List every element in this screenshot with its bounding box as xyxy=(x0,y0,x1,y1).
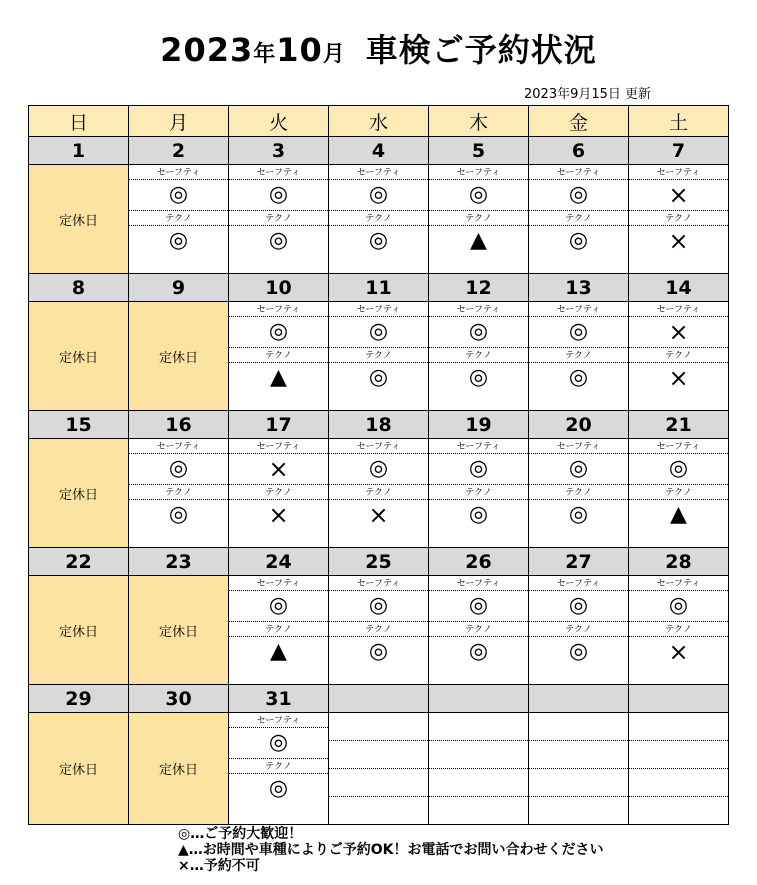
availability-cell xyxy=(529,576,629,685)
empty-cell xyxy=(629,713,729,825)
title-subtitle: 車検ご予約状況 xyxy=(365,31,597,69)
availability-cell xyxy=(629,576,729,685)
techno-status-mark: ◎ xyxy=(568,639,589,664)
legend-item: ×…予約不可 xyxy=(178,858,260,874)
safety-status-mark: × xyxy=(668,318,689,346)
empty-cell xyxy=(429,713,529,825)
date-cell: 15 xyxy=(29,411,129,439)
date-cell xyxy=(329,685,429,713)
safety-label: セーフティ xyxy=(256,579,301,589)
date-cell: 27 xyxy=(529,548,629,576)
techno-status-mark: ◎ xyxy=(568,228,589,253)
date-cell xyxy=(629,685,729,713)
safety-label: セーフティ xyxy=(456,305,501,315)
availability-cell xyxy=(129,439,229,548)
techno-status-mark: ▲ xyxy=(670,502,687,527)
safety-label: セーフティ xyxy=(656,305,701,315)
weekday-header: 木 xyxy=(429,106,529,137)
safety-status-mark: ◎ xyxy=(668,456,689,481)
safety-label: セーフティ xyxy=(356,579,401,589)
techno-label: テクノ xyxy=(465,625,492,635)
techno-label: テクノ xyxy=(365,625,392,635)
availability-cell xyxy=(229,439,329,548)
date-cell: 17 xyxy=(229,411,329,439)
techno-label: テクノ xyxy=(365,214,392,224)
date-cell: 5 xyxy=(429,137,529,165)
techno-label: テクノ xyxy=(465,488,492,498)
weekday-header: 金 xyxy=(529,106,629,137)
availability-cell xyxy=(629,439,729,548)
techno-label: テクノ xyxy=(665,488,692,498)
weekday-header: 水 xyxy=(329,106,429,137)
closed-day-cell: 定休日 xyxy=(129,713,229,825)
safety-label: セーフティ xyxy=(356,305,401,315)
legend xyxy=(178,826,604,874)
empty-cell xyxy=(329,713,429,825)
date-cell: 7 xyxy=(629,137,729,165)
title-month: 10 xyxy=(276,31,323,69)
safety-status-mark: ◎ xyxy=(268,182,289,207)
availability-cell xyxy=(429,439,529,548)
updated-date: 2023年9月15日 更新 xyxy=(524,87,652,102)
availability-cell xyxy=(629,165,729,274)
date-cell: 1 xyxy=(29,137,129,165)
safety-label: セーフティ xyxy=(656,168,701,178)
closed-day-cell: 定休日 xyxy=(129,576,229,685)
empty-cell xyxy=(529,713,629,825)
safety-label: セーフティ xyxy=(556,305,601,315)
date-cell: 24 xyxy=(229,548,329,576)
availability-cell xyxy=(529,439,629,548)
techno-label: テクノ xyxy=(265,214,292,224)
date-row xyxy=(29,548,729,576)
techno-status-mark: × xyxy=(368,501,389,529)
date-cell: 3 xyxy=(229,137,329,165)
techno-label: テクノ xyxy=(165,488,192,498)
availability-cell xyxy=(529,165,629,274)
techno-status-mark: × xyxy=(668,227,689,255)
date-cell: 20 xyxy=(529,411,629,439)
safety-label: セーフティ xyxy=(256,442,301,452)
availability-cell xyxy=(329,302,429,411)
techno-label: テクノ xyxy=(665,351,692,361)
date-row xyxy=(29,411,729,439)
availability-cell xyxy=(229,713,329,825)
safety-label: セーフティ xyxy=(556,579,601,589)
title-month-suffix: 月 xyxy=(322,42,346,67)
date-cell: 30 xyxy=(129,685,229,713)
techno-label: テクノ xyxy=(565,488,592,498)
date-row xyxy=(29,137,729,165)
weekday-header: 日 xyxy=(29,106,129,137)
closed-day-cell: 定休日 xyxy=(29,713,129,825)
techno-label: テクノ xyxy=(465,214,492,224)
availability-cell xyxy=(429,576,529,685)
date-cell: 11 xyxy=(329,274,429,302)
safety-label: セーフティ xyxy=(456,579,501,589)
safety-label: セーフティ xyxy=(156,168,201,178)
closed-day-cell: 定休日 xyxy=(129,302,229,411)
availability-cell xyxy=(129,165,229,274)
date-cell: 16 xyxy=(129,411,229,439)
safety-status-mark: ◎ xyxy=(268,730,289,755)
safety-status-mark: ◎ xyxy=(468,593,489,618)
techno-status-mark: × xyxy=(668,638,689,666)
techno-label: テクノ xyxy=(565,351,592,361)
availability-cell xyxy=(429,165,529,274)
safety-label: セーフティ xyxy=(456,442,501,452)
techno-label: テクノ xyxy=(265,351,292,361)
safety-status-mark: ◎ xyxy=(668,593,689,618)
techno-status-mark: × xyxy=(268,501,289,529)
title-year: 2023 xyxy=(160,31,254,69)
availability-cell xyxy=(229,165,329,274)
weekday-header: 月 xyxy=(129,106,229,137)
legend-item: ▲…お時間や車種によりご予約OK！お電話でお問い合わせください xyxy=(178,842,604,858)
safety-label: セーフティ xyxy=(256,168,301,178)
safety-status-mark: ◎ xyxy=(168,456,189,481)
date-cell: 29 xyxy=(29,685,129,713)
date-row xyxy=(29,685,729,713)
date-cell: 2 xyxy=(129,137,229,165)
closed-day-cell: 定休日 xyxy=(29,165,129,274)
safety-status-mark: ◎ xyxy=(468,182,489,207)
availability-cell xyxy=(429,302,529,411)
weekday-header: 土 xyxy=(629,106,729,137)
availability-cell xyxy=(229,302,329,411)
availability-cell xyxy=(229,576,329,685)
safety-label: セーフティ xyxy=(356,442,401,452)
availability-row xyxy=(29,576,729,685)
techno-label: テクノ xyxy=(365,351,392,361)
safety-label: セーフティ xyxy=(656,579,701,589)
date-cell: 18 xyxy=(329,411,429,439)
date-cell: 28 xyxy=(629,548,729,576)
safety-status-mark: × xyxy=(268,455,289,483)
safety-status-mark: ◎ xyxy=(568,182,589,207)
techno-label: テクノ xyxy=(265,488,292,498)
availability-row xyxy=(29,302,729,411)
techno-status-mark: ◎ xyxy=(468,639,489,664)
availability-cell xyxy=(329,576,429,685)
safety-status-mark: ◎ xyxy=(268,593,289,618)
safety-label: セーフティ xyxy=(656,442,701,452)
availability-cell xyxy=(329,165,429,274)
date-cell: 8 xyxy=(29,274,129,302)
safety-label: セーフティ xyxy=(256,305,301,315)
techno-status-mark: ▲ xyxy=(270,639,287,664)
date-cell: 31 xyxy=(229,685,329,713)
date-cell: 13 xyxy=(529,274,629,302)
date-cell: 23 xyxy=(129,548,229,576)
techno-label: テクノ xyxy=(265,762,292,772)
techno-status-mark: ◎ xyxy=(368,639,389,664)
safety-status-mark: × xyxy=(668,181,689,209)
techno-label: テクノ xyxy=(265,625,292,635)
date-cell: 19 xyxy=(429,411,529,439)
safety-status-mark: ◎ xyxy=(368,319,389,344)
date-cell: 14 xyxy=(629,274,729,302)
safety-label: セーフティ xyxy=(156,442,201,452)
date-cell: 26 xyxy=(429,548,529,576)
safety-status-mark: ◎ xyxy=(268,319,289,344)
safety-status-mark: ◎ xyxy=(568,593,589,618)
date-cell: 6 xyxy=(529,137,629,165)
availability-cell xyxy=(629,302,729,411)
safety-status-mark: ◎ xyxy=(368,182,389,207)
techno-status-mark: × xyxy=(668,364,689,392)
techno-status-mark: ◎ xyxy=(568,502,589,527)
techno-label: テクノ xyxy=(665,214,692,224)
safety-status-mark: ◎ xyxy=(368,456,389,481)
techno-status-mark: ◎ xyxy=(368,365,389,390)
date-row xyxy=(29,274,729,302)
availability-row xyxy=(29,713,729,825)
date-cell: 21 xyxy=(629,411,729,439)
safety-status-mark: ◎ xyxy=(468,456,489,481)
weekday-header-row xyxy=(29,106,729,137)
availability-row xyxy=(29,439,729,548)
legend-item: ◎…ご予約大歓迎！ xyxy=(178,826,303,842)
closed-day-cell: 定休日 xyxy=(29,302,129,411)
safety-status-mark: ◎ xyxy=(368,593,389,618)
techno-status-mark: ◎ xyxy=(168,228,189,253)
date-cell xyxy=(529,685,629,713)
safety-label: セーフティ xyxy=(256,716,301,726)
techno-status-mark: ◎ xyxy=(468,502,489,527)
techno-label: テクノ xyxy=(565,625,592,635)
techno-status-mark: ◎ xyxy=(468,365,489,390)
techno-label: テクノ xyxy=(465,351,492,361)
page-title xyxy=(0,30,757,75)
safety-label: セーフティ xyxy=(356,168,401,178)
date-cell: 4 xyxy=(329,137,429,165)
techno-label: テクノ xyxy=(565,214,592,224)
closed-day-cell: 定休日 xyxy=(29,439,129,548)
techno-status-mark: ▲ xyxy=(270,365,287,390)
techno-label: テクノ xyxy=(165,214,192,224)
date-cell xyxy=(429,685,529,713)
safety-status-mark: ◎ xyxy=(568,319,589,344)
techno-status-mark: ◎ xyxy=(268,776,289,801)
techno-status-mark: ◎ xyxy=(568,365,589,390)
techno-status-mark: ◎ xyxy=(168,502,189,527)
techno-status-mark: ▲ xyxy=(470,228,487,253)
date-cell: 25 xyxy=(329,548,429,576)
date-cell: 9 xyxy=(129,274,229,302)
safety-status-mark: ◎ xyxy=(168,182,189,207)
safety-status-mark: ◎ xyxy=(468,319,489,344)
title-year-suffix: 年 xyxy=(253,42,277,67)
safety-label: セーフティ xyxy=(556,168,601,178)
availability-cell xyxy=(329,439,429,548)
date-cell: 12 xyxy=(429,274,529,302)
safety-label: セーフティ xyxy=(556,442,601,452)
weekday-header: 火 xyxy=(229,106,329,137)
techno-status-mark: ◎ xyxy=(268,228,289,253)
availability-row xyxy=(29,165,729,274)
availability-cell xyxy=(529,302,629,411)
reservation-calendar xyxy=(28,105,729,825)
techno-label: テクノ xyxy=(665,625,692,635)
date-cell: 10 xyxy=(229,274,329,302)
safety-status-mark: ◎ xyxy=(568,456,589,481)
date-cell: 22 xyxy=(29,548,129,576)
safety-label: セーフティ xyxy=(456,168,501,178)
techno-label: テクノ xyxy=(365,488,392,498)
techno-status-mark: ◎ xyxy=(368,228,389,253)
closed-day-cell: 定休日 xyxy=(29,576,129,685)
